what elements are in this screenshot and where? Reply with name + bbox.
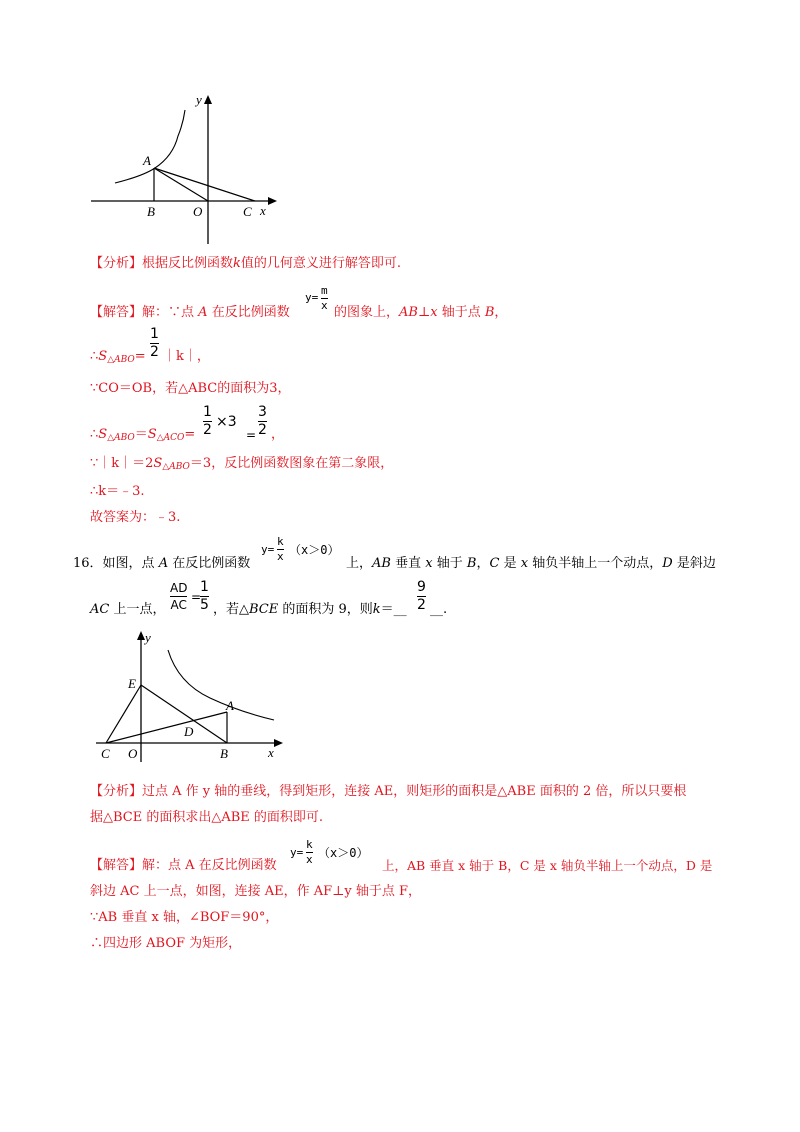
q15-answer-line1: 【解答】解：∵点 A 在反比例函数 [90, 305, 290, 320]
q16-answer-line4: ∴四边形 ABOF 为矩形， [90, 936, 242, 951]
figure-1 [85, 88, 285, 248]
q16-question-line2-mid: ，若△BCE 的面积为 9，则k＝__ [213, 602, 407, 617]
q15-answer-line1-tail: 的图象上，AB⊥x 轴于点 B， [334, 305, 508, 320]
q15-func-fraction: m x [321, 284, 328, 312]
label-b: B [147, 204, 155, 219]
q15-line2-fraction: 1 2 [150, 326, 159, 360]
label-o: O [193, 204, 203, 219]
q16-func-lhs: y= [261, 543, 275, 556]
segment-ac [154, 168, 255, 201]
q15-line3: ∵CO＝OB，若△ABC的面积为3， [90, 381, 291, 396]
q15-line4: $\therefore S_{\triangle ABO}=S_{\triangle ACO}=$ [90, 427, 196, 443]
q16-answer-func-lhs: y= [290, 846, 304, 859]
q15-line2-tail: ｜k｜， [163, 349, 210, 364]
q15-line4-end: ， [271, 427, 285, 442]
q16-ratio-value: 1 5 [200, 579, 209, 613]
label-e: E [128, 676, 136, 691]
q16-answer-func-fraction: k x [306, 838, 313, 866]
x-axis-arrow [274, 739, 283, 747]
label-d: D [184, 724, 194, 739]
hyperbola-curve [168, 650, 274, 720]
q16-func-fraction: k x [277, 535, 284, 563]
hyperbola-curve [115, 110, 185, 183]
label-a: A [226, 698, 234, 713]
label-b: B [220, 746, 228, 761]
analysis-tag: 【分析】 [90, 784, 143, 799]
q15-line4-times: ×3 [216, 414, 237, 430]
answer-tag: 【解答】 [90, 858, 143, 873]
q15-line4-fraction1: 1 2 [203, 404, 212, 438]
q16-answer-line1: 【解答】解：点 A 在反比例函数 [90, 858, 277, 873]
q15-line4-eq: = [246, 428, 257, 442]
label-y: y [145, 630, 151, 645]
q16-ratio-eq: = [191, 590, 202, 604]
q16-question-line2-end: __. [430, 602, 448, 617]
q15-analysis: 【分析】根据反比例函数k值的几何意义进行解答即可. [90, 256, 402, 271]
label-c: C [101, 746, 110, 761]
q16-question-line1-tail: 上，AB 垂直 x 轴于 B，C 是 x 轴负半轴上一个动点，D 是斜边 [346, 556, 716, 571]
analysis-tag: 【分析】 [90, 256, 143, 271]
y-axis-arrow [137, 631, 145, 640]
q16-answer-func-cond: （x＞0） [318, 846, 369, 860]
q15-line6: ∴k＝﹣3. [90, 484, 145, 499]
q16-answer-line1-tail: 上，AB 垂直 x 轴于 B，C 是 x 轴负半轴上一个动点，D 是 [382, 858, 713, 873]
segment-ca [106, 712, 227, 743]
q15-line2: $\therefore S_{\triangle ABO}=$ [90, 349, 146, 365]
q16-analysis-line2: 据△BCE 的面积求出△ABE 的面积即可. [90, 810, 324, 825]
label-c: C [243, 204, 252, 219]
label-o: O [128, 746, 138, 761]
x-axis-arrow [268, 197, 277, 205]
label-x: x [268, 745, 274, 760]
label-y: y [196, 92, 202, 107]
answer-tag: 【解答】 [90, 305, 143, 320]
q16-answer-line3: ∵AB 垂直 x 轴，∠BOF＝90°， [90, 910, 279, 925]
q15-line4-fraction2: 3 2 [258, 404, 267, 438]
segment-ao [154, 168, 208, 201]
y-axis-arrow [204, 95, 212, 104]
q16-analysis-line1: 【分析】过点 A 作 y 轴的垂线，得到矩形，连接 AE，则矩形的面积是△ABE 面积的 2 倍，所以只要根 [90, 784, 687, 799]
q16-answer-line2: 斜边 AC 上一点，如图，连接 AE，作 AF⊥y 轴于点 F， [90, 884, 422, 899]
q16-func-cond: （x＞0） [289, 543, 340, 557]
q16-answer-fraction: 9 2 [417, 579, 426, 613]
label-a: A [143, 153, 151, 168]
q15-final-answer: 故答案为：﹣3. [90, 510, 181, 525]
q15-func-lhs: y= [305, 291, 319, 304]
q16-question-line2: AC 上一点， [90, 602, 166, 617]
segment-ec [106, 685, 141, 743]
q16-ratio-fraction: AD AC [170, 581, 188, 612]
q16-number: 16． [73, 556, 103, 571]
q15-line5: $\because|k|=2S_{\triangle ABO}=3$，反比例函数图象在第二象限， [90, 456, 394, 472]
figure-2 [92, 628, 292, 768]
label-x: x [260, 203, 266, 218]
q16-question-line1: 16．如图，点 A 在反比例函数 [73, 556, 251, 571]
